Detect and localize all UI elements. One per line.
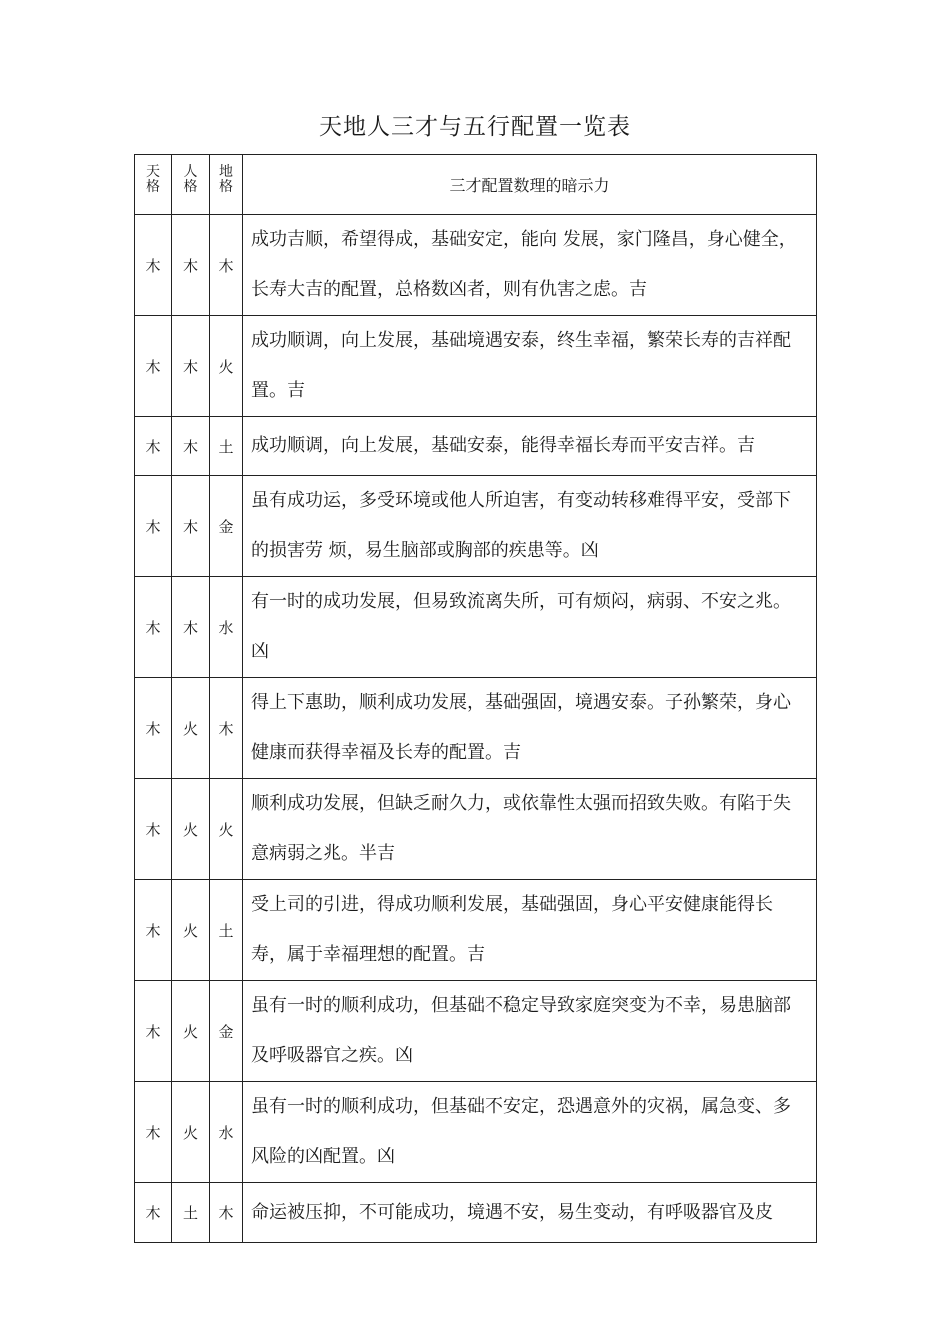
table-row xyxy=(135,1082,817,1183)
table-row xyxy=(135,417,817,476)
cell-di: 金 xyxy=(210,476,243,577)
header-ren-ge: 人 格 xyxy=(172,155,210,215)
cell-di: 木 xyxy=(210,215,243,316)
cell-description: 虽有一时的顺利成功，但基础不安定，恐遇意外的灾祸，属急变、多风险的凶配置。凶 xyxy=(243,1082,817,1183)
cell-ren: 木 xyxy=(172,316,210,417)
config-table xyxy=(134,154,817,1243)
table-row xyxy=(135,981,817,1082)
cell-tian: 木 xyxy=(135,577,172,678)
cell-description: 顺利成功发展，但缺乏耐久力，或依靠性太强而招致失败。有陷于失意病弱之兆。半吉 xyxy=(243,779,817,880)
cell-ren: 火 xyxy=(172,1082,210,1183)
cell-ren: 木 xyxy=(172,577,210,678)
cell-ren: 土 xyxy=(172,1183,210,1243)
cell-ren: 火 xyxy=(172,880,210,981)
cell-tian: 木 xyxy=(135,678,172,779)
cell-di: 火 xyxy=(210,316,243,417)
header-tian-ge: 天 格 xyxy=(135,155,172,215)
header-description: 三才配置数理的暗示力 xyxy=(243,155,817,215)
cell-di: 土 xyxy=(210,880,243,981)
header-di-ge: 地 格 xyxy=(210,155,243,215)
cell-description: 虽有一时的顺利成功，但基础不稳定导致家庭突变为不幸，易患脑部及呼吸器官之疾。凶 xyxy=(243,981,817,1082)
cell-di: 木 xyxy=(210,678,243,779)
page-title: 天地人三才与五行配置一览表 xyxy=(319,114,631,140)
cell-tian: 木 xyxy=(135,476,172,577)
table-row xyxy=(135,476,817,577)
cell-ren: 木 xyxy=(172,417,210,476)
cell-tian: 木 xyxy=(135,417,172,476)
cell-tian: 木 xyxy=(135,779,172,880)
table-row xyxy=(135,316,817,417)
cell-description: 得上下惠助，顺利成功发展，基础强固，境遇安泰。子孙繁荣，身心健康而获得幸福及长寿的配置。吉 xyxy=(243,678,817,779)
cell-ren: 火 xyxy=(172,678,210,779)
cell-ren: 木 xyxy=(172,215,210,316)
cell-di: 木 xyxy=(210,1183,243,1243)
table-row xyxy=(135,678,817,779)
cell-ren: 火 xyxy=(172,779,210,880)
cell-di: 土 xyxy=(210,417,243,476)
cell-description: 成功顺调，向上发展，基础安泰，能得幸福长寿而平安吉祥。吉 xyxy=(243,417,817,476)
cell-di: 水 xyxy=(210,1082,243,1183)
table-row xyxy=(135,779,817,880)
cell-di: 水 xyxy=(210,577,243,678)
cell-description: 虽有成功运，多受环境或他人所迫害，有变动转移难得平安，受部下的损害劳 烦，易生脑部或胸部的疾患等。凶 xyxy=(243,476,817,577)
cell-description: 成功顺调，向上发展，基础境遇安泰，终生幸福，繁荣长寿的吉祥配置。吉 xyxy=(243,316,817,417)
table-row xyxy=(135,880,817,981)
cell-tian: 木 xyxy=(135,981,172,1082)
cell-tian: 木 xyxy=(135,1082,172,1183)
cell-description: 成功吉顺，希望得成，基础安定，能向 发展，家门隆昌，身心健全，长寿大吉的配置，总格数凶者，则有仇害之虑。吉 xyxy=(243,215,817,316)
cell-description: 受上司的引进，得成功顺利发展，基础强固，身心平安健康能得长寿，属于幸福理想的配置。吉 xyxy=(243,880,817,981)
cell-description: 命运被压抑，不可能成功，境遇不安，易生变动，有呼吸器官及皮 xyxy=(243,1183,817,1243)
table-row xyxy=(135,1183,817,1243)
cell-tian: 木 xyxy=(135,1183,172,1243)
cell-di: 火 xyxy=(210,779,243,880)
cell-tian: 木 xyxy=(135,316,172,417)
table-header-row xyxy=(135,155,817,215)
cell-ren: 火 xyxy=(172,981,210,1082)
cell-tian: 木 xyxy=(135,880,172,981)
cell-tian: 木 xyxy=(135,215,172,316)
cell-description: 有一时的成功发展，但易致流离失所，可有烦闷，病弱、不安之兆。凶 xyxy=(243,577,817,678)
table-row xyxy=(135,577,817,678)
cell-ren: 木 xyxy=(172,476,210,577)
cell-di: 金 xyxy=(210,981,243,1082)
table-row xyxy=(135,215,817,316)
